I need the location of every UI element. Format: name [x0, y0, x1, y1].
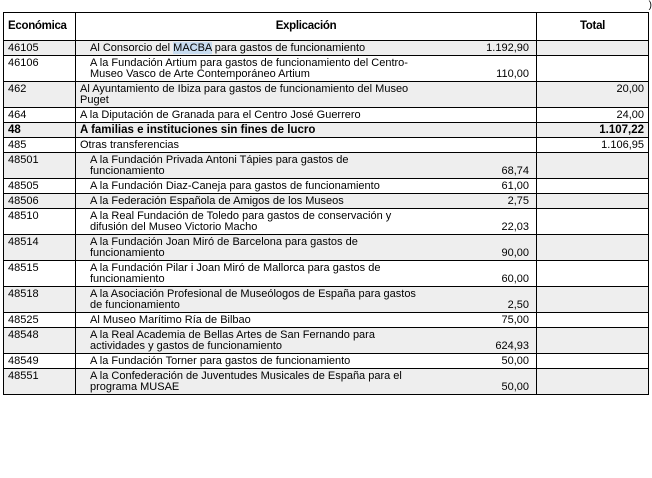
- row-code: 48514: [4, 235, 76, 261]
- row-code: 46105: [4, 41, 76, 56]
- table-row: [4, 138, 649, 153]
- table-row: [4, 354, 649, 369]
- row-code: 48506: [4, 194, 76, 209]
- table-row: [4, 179, 649, 194]
- row-total: [537, 56, 649, 82]
- row-total: [537, 194, 649, 209]
- row-description: [76, 123, 537, 138]
- row-description: [76, 108, 537, 123]
- row-description-text: Otras transferencias: [80, 139, 180, 151]
- row-description: [76, 41, 537, 56]
- row-amount: 2,75: [507, 195, 529, 207]
- table-row: [4, 194, 649, 209]
- row-total: 1.107,22: [537, 123, 649, 138]
- row-description-text: A la Real Academia de Bellas Artes de San Fernando para actividades y gastos de funcionamiento: [90, 329, 375, 352]
- table-row: [4, 369, 649, 395]
- row-description-text: Al Consorcio del: [90, 42, 174, 54]
- row-description-text: A la Real Fundación de Toledo para gastos de conservación y difusión del Museo Victorio Macho: [90, 210, 392, 233]
- row-code: 48548: [4, 328, 76, 354]
- row-code: 48551: [4, 369, 76, 395]
- row-amount: 624,93: [495, 340, 529, 352]
- highlighted-text: MACBA: [173, 42, 212, 54]
- budget-table: [3, 12, 649, 395]
- row-description-text: para gastos de funcionamiento: [211, 42, 366, 54]
- row-description: [76, 194, 537, 209]
- row-description-text: A la Fundación Diaz-Caneja para gastos de funcionamiento: [90, 180, 380, 192]
- row-code: 48: [4, 123, 76, 138]
- row-code: 485: [4, 138, 76, 153]
- row-total: [537, 287, 649, 313]
- row-description: [76, 179, 537, 194]
- row-description-text: A la Fundación Joan Miró de Barcelona para gastos de funcionamiento: [90, 236, 358, 259]
- row-amount: 2,50: [507, 299, 529, 311]
- row-description: [76, 369, 537, 395]
- row-total: 20,00: [537, 82, 649, 108]
- row-description: [76, 287, 537, 313]
- row-amount: 61,00: [501, 180, 529, 192]
- row-amount: 1.192,90: [486, 42, 529, 54]
- row-code: 464: [4, 108, 76, 123]
- corner-mark: ): [648, 0, 652, 11]
- row-total: [537, 179, 649, 194]
- row-description-text: A la Fundación Pilar i Joan Miró de Mallorca para gastos de funcionamiento: [90, 262, 381, 285]
- row-description: [76, 261, 537, 287]
- row-description: [76, 82, 537, 108]
- row-code: 48505: [4, 179, 76, 194]
- row-total: [537, 261, 649, 287]
- table-row: [4, 209, 649, 235]
- row-description: [76, 354, 537, 369]
- row-code: 48510: [4, 209, 76, 235]
- row-total: [537, 235, 649, 261]
- row-description-text: A familias e instituciones sin fines de lucro: [80, 124, 316, 136]
- row-description-text: A la Asociación Profesional de Museólogos de España para gastos de funcionamiento: [90, 288, 416, 311]
- row-amount: 90,00: [501, 247, 529, 259]
- row-description: [76, 209, 537, 235]
- table-row: [4, 287, 649, 313]
- row-description-text: A la Diputación de Granada para el Centro José Guerrero: [80, 109, 361, 121]
- table-row: [4, 313, 649, 328]
- row-code: 48501: [4, 153, 76, 179]
- row-description-text: A la Federación Española de Amigos de los Museos: [90, 195, 344, 207]
- row-amount: 22,03: [501, 221, 529, 233]
- row-description-text: Al Ayuntamiento de Ibiza para gastos de funcionamiento del Museo Puget: [80, 83, 409, 106]
- row-description-text: A la Fundación Privada Antoni Tápies para gastos de funcionamiento: [90, 154, 349, 177]
- row-description-text: A la Confederación de Juventudes Musicales de España para el programa MUSAE: [90, 370, 402, 393]
- row-description: [76, 328, 537, 354]
- row-amount: 50,00: [501, 355, 529, 367]
- row-code: 46106: [4, 56, 76, 82]
- row-amount: 50,00: [501, 381, 529, 393]
- table-header-row: [4, 13, 649, 41]
- row-description-text: Al Museo Marítimo Ría de Bilbao: [90, 314, 251, 326]
- row-code: 48549: [4, 354, 76, 369]
- row-code: 48525: [4, 313, 76, 328]
- row-total: [537, 328, 649, 354]
- row-amount: 75,00: [501, 314, 529, 326]
- row-code: 462: [4, 82, 76, 108]
- row-amount: 110,00: [496, 68, 529, 80]
- table-row: [4, 108, 649, 123]
- row-description: [76, 56, 537, 82]
- table-row: [4, 56, 649, 82]
- table-row: [4, 82, 649, 108]
- table-row: [4, 328, 649, 354]
- table-row: [4, 261, 649, 287]
- row-description-text: A la Fundación Artium para gastos de funcionamiento del Centro-Museo Vasco de Arte Contemporáneo Artium: [90, 57, 408, 80]
- row-total: 1.106,95: [537, 138, 649, 153]
- row-amount: 60,00: [501, 273, 529, 285]
- header-total: Total: [537, 13, 649, 41]
- row-amount: 68,74: [501, 165, 529, 177]
- table-row: [4, 153, 649, 179]
- row-description-text: A la Fundación Torner para gastos de funcionamiento: [90, 355, 351, 367]
- row-code: 48518: [4, 287, 76, 313]
- table-row: [4, 123, 649, 138]
- header-explicacion: Explicación: [76, 13, 537, 41]
- row-total: [537, 209, 649, 235]
- row-total: [537, 313, 649, 328]
- row-description: [76, 235, 537, 261]
- row-total: [537, 354, 649, 369]
- row-code: 48515: [4, 261, 76, 287]
- row-total: [537, 41, 649, 56]
- row-description: [76, 153, 537, 179]
- row-total: 24,00: [537, 108, 649, 123]
- table-row: [4, 235, 649, 261]
- row-total: [537, 153, 649, 179]
- table-row: [4, 41, 649, 56]
- row-total: [537, 369, 649, 395]
- row-description: [76, 313, 537, 328]
- header-economica: Económica: [4, 13, 76, 41]
- row-description: [76, 138, 537, 153]
